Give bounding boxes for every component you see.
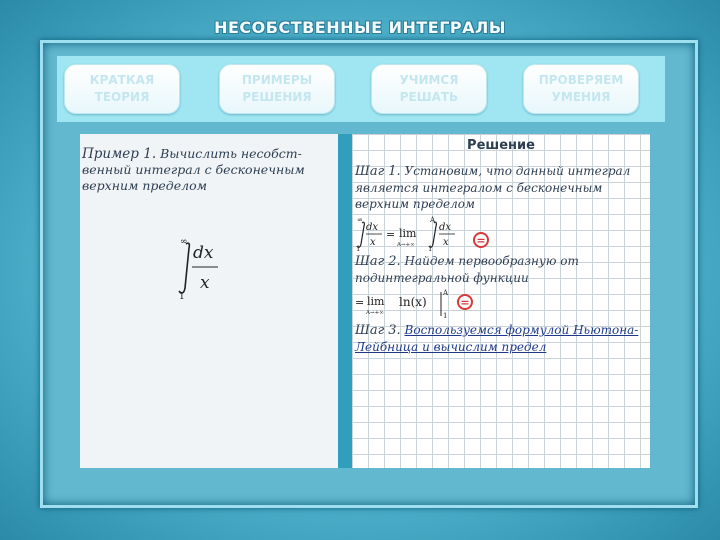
svg-text:=: = xyxy=(355,296,365,309)
integral-denominator: x xyxy=(200,273,210,293)
integral-lower-limit: 1 xyxy=(179,292,185,300)
nav-button-label: РЕШАТЬ xyxy=(399,90,459,104)
svg-text:1: 1 xyxy=(443,312,448,320)
svg-text:dx: dx xyxy=(439,222,452,233)
nav-button-learn[interactable] xyxy=(371,64,487,114)
nav-button-examples[interactable] xyxy=(219,64,335,114)
nav-button-label: ПРИМЕРЫ xyxy=(241,73,313,87)
step-1-label: Шаг 1. xyxy=(355,164,401,179)
svg-text:x: x xyxy=(443,237,449,248)
nav-button-label: УМЕНИЯ xyxy=(551,90,611,104)
example-integral xyxy=(176,236,236,300)
equals-button-2[interactable]: = xyxy=(457,294,473,310)
example-text xyxy=(82,146,336,194)
integral-numerator: dx xyxy=(193,243,214,263)
svg-text:lim: lim xyxy=(399,227,417,240)
step-3-link[interactable]: Воспользуемся формулой Ньютона-Лейбница и вычислим предел xyxy=(355,323,639,354)
page-title: НЕСОБСТВЕННЫЕ ИНТЕГРАЛЫ xyxy=(214,18,506,37)
nav-bar xyxy=(57,56,665,122)
step-1-text: Установим, что данный интеграл является интегралом с бесконечным верхним пределом xyxy=(355,164,631,211)
nav-button-label: ТЕОРИЯ xyxy=(94,90,150,104)
svg-text:lim: lim xyxy=(367,295,385,308)
formula-1 xyxy=(355,216,475,252)
step-3-label: Шаг 3. xyxy=(355,323,401,338)
step-3 xyxy=(355,322,655,355)
formula-2 xyxy=(355,286,465,320)
integral-upper-limit: ∞ xyxy=(180,237,188,247)
pane-divider xyxy=(338,134,352,468)
svg-text:=: = xyxy=(386,228,396,241)
step-1 xyxy=(355,163,655,212)
svg-text:A: A xyxy=(443,289,449,297)
step-2-label: Шаг 2. xyxy=(355,254,401,269)
svg-text:A: A xyxy=(430,216,436,224)
svg-text:dx: dx xyxy=(366,222,379,233)
svg-text:ln(x): ln(x) xyxy=(399,295,427,309)
svg-text:∞: ∞ xyxy=(357,216,363,224)
nav-button-label: УЧИМСЯ xyxy=(399,73,459,87)
equals-button-1[interactable]: = xyxy=(473,232,489,248)
nav-button-label: ПРОВЕРЯЕМ xyxy=(538,73,624,87)
step-2-text: Найдем первообразную от подинтегральной функции xyxy=(355,254,579,285)
nav-button-label: РЕШЕНИЯ xyxy=(242,90,312,104)
svg-text:x: x xyxy=(370,237,376,248)
svg-text:A→+∞: A→+∞ xyxy=(397,242,415,248)
solution-title: Решение xyxy=(467,138,535,153)
example-label: Пример 1. xyxy=(82,146,157,162)
svg-text:1: 1 xyxy=(428,245,433,252)
nav-button-check[interactable] xyxy=(523,64,639,114)
nav-button-theory[interactable] xyxy=(64,64,180,114)
step-2 xyxy=(355,253,655,286)
nav-button-label: КРАТКАЯ xyxy=(89,73,155,87)
example-statement: Вычислить несобст-венный интеграл с бесконечным верхним пределом xyxy=(82,146,305,193)
svg-text:1: 1 xyxy=(356,245,361,252)
svg-text:A→+∞: A→+∞ xyxy=(366,310,384,316)
